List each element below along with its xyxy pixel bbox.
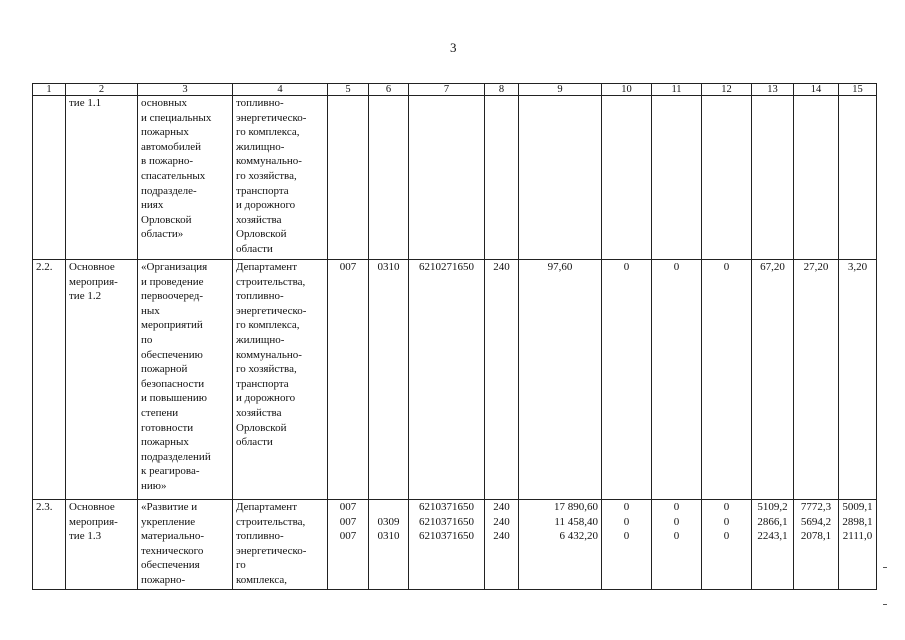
year-value (652, 96, 702, 260)
year-value: 67,20 (752, 260, 794, 500)
csr-code: 6210271650 (409, 260, 485, 500)
header-cell: 9 (519, 84, 602, 96)
header-cell: 14 (794, 84, 839, 96)
year-value: 5109,2 2866,1 2243,1 (752, 500, 794, 590)
event-description: основных и специальных пожарных автомобилей в пожарно- спасательных подразделе- ниях Орловской области» (138, 96, 233, 260)
table-row (33, 96, 877, 260)
row-number (33, 96, 66, 260)
year-value: 0 (602, 260, 652, 500)
csr-code: 6210371650 6210371650 6210371650 (409, 500, 485, 590)
year-value: 0 0 0 (652, 500, 702, 590)
header-cell: 8 (485, 84, 519, 96)
vr-code: 240 240 240 (485, 500, 519, 590)
header-cell: 5 (328, 84, 369, 96)
event-description: «Организация и проведение первоочеред- ных мероприятий по обеспечению пожарной безопасности и повышению степени готовности пожарных подразделений к реагирова- нию» (138, 260, 233, 500)
year-value: 5009,1 2898,1 2111,0 (839, 500, 877, 590)
executor: Департамент строительства, топливно- энергетическо- го комплекса, жилищно- коммунально- го хозяйства, транспорта и дорожного хозяйства Орловской области (233, 260, 328, 500)
header-cell: 10 (602, 84, 652, 96)
page-number: 3 (450, 40, 457, 55)
rz-pr-code (369, 96, 409, 260)
total-amount: 17 890,60 11 458,40 6 432,20 (519, 500, 602, 590)
table-row (33, 260, 877, 500)
year-value: 0 0 0 (702, 500, 752, 590)
header-cell: 12 (702, 84, 752, 96)
scan-artifact (883, 567, 887, 568)
executor: Департамент строительства, топливно- энергетическо- го комплекса, (233, 500, 328, 590)
event-label: Основное мероприя- тие 1.2 (66, 260, 138, 500)
header-row (33, 84, 877, 96)
gr-code: 007 007 007 (328, 500, 369, 590)
header-cell: 3 (138, 84, 233, 96)
header-cell: 2 (66, 84, 138, 96)
budget-table (32, 83, 877, 590)
year-value (839, 96, 877, 260)
gr-code (328, 96, 369, 260)
year-value (794, 96, 839, 260)
total-amount: 97,60 (519, 260, 602, 500)
executor: топливно- энергетическо- го комплекса, жилищно- коммунально- го хозяйства, транспорта и дорожного хозяйства Орловской области (233, 96, 328, 260)
row-number: 2.2. (33, 260, 66, 500)
event-description: «Развитие и укрепление материально- технического обеспечения пожарно- (138, 500, 233, 590)
header-cell: 13 (752, 84, 794, 96)
year-value (702, 96, 752, 260)
rz-pr-code: 0310 (369, 260, 409, 500)
year-value: 0 (702, 260, 752, 500)
header-cell: 4 (233, 84, 328, 96)
scan-artifact (883, 604, 887, 605)
vr-code: 240 (485, 260, 519, 500)
header-cell: 1 (33, 84, 66, 96)
header-cell: 6 (369, 84, 409, 96)
event-label: Основное мероприя- тие 1.3 (66, 500, 138, 590)
csr-code (409, 96, 485, 260)
gr-code: 007 (328, 260, 369, 500)
year-value (752, 96, 794, 260)
header-cell: 7 (409, 84, 485, 96)
header-cell: 11 (652, 84, 702, 96)
year-value (602, 96, 652, 260)
year-value: 27,20 (794, 260, 839, 500)
year-value: 7772,3 5694,2 2078,1 (794, 500, 839, 590)
row-number: 2.3. (33, 500, 66, 590)
year-value: 0 (652, 260, 702, 500)
header-cell: 15 (839, 84, 877, 96)
table-row (33, 500, 877, 590)
rz-pr-code: 0309 0310 (369, 500, 409, 590)
total-amount (519, 96, 602, 260)
year-value: 3,20 (839, 260, 877, 500)
vr-code (485, 96, 519, 260)
year-value: 0 0 0 (602, 500, 652, 590)
event-label: тие 1.1 (66, 96, 138, 260)
